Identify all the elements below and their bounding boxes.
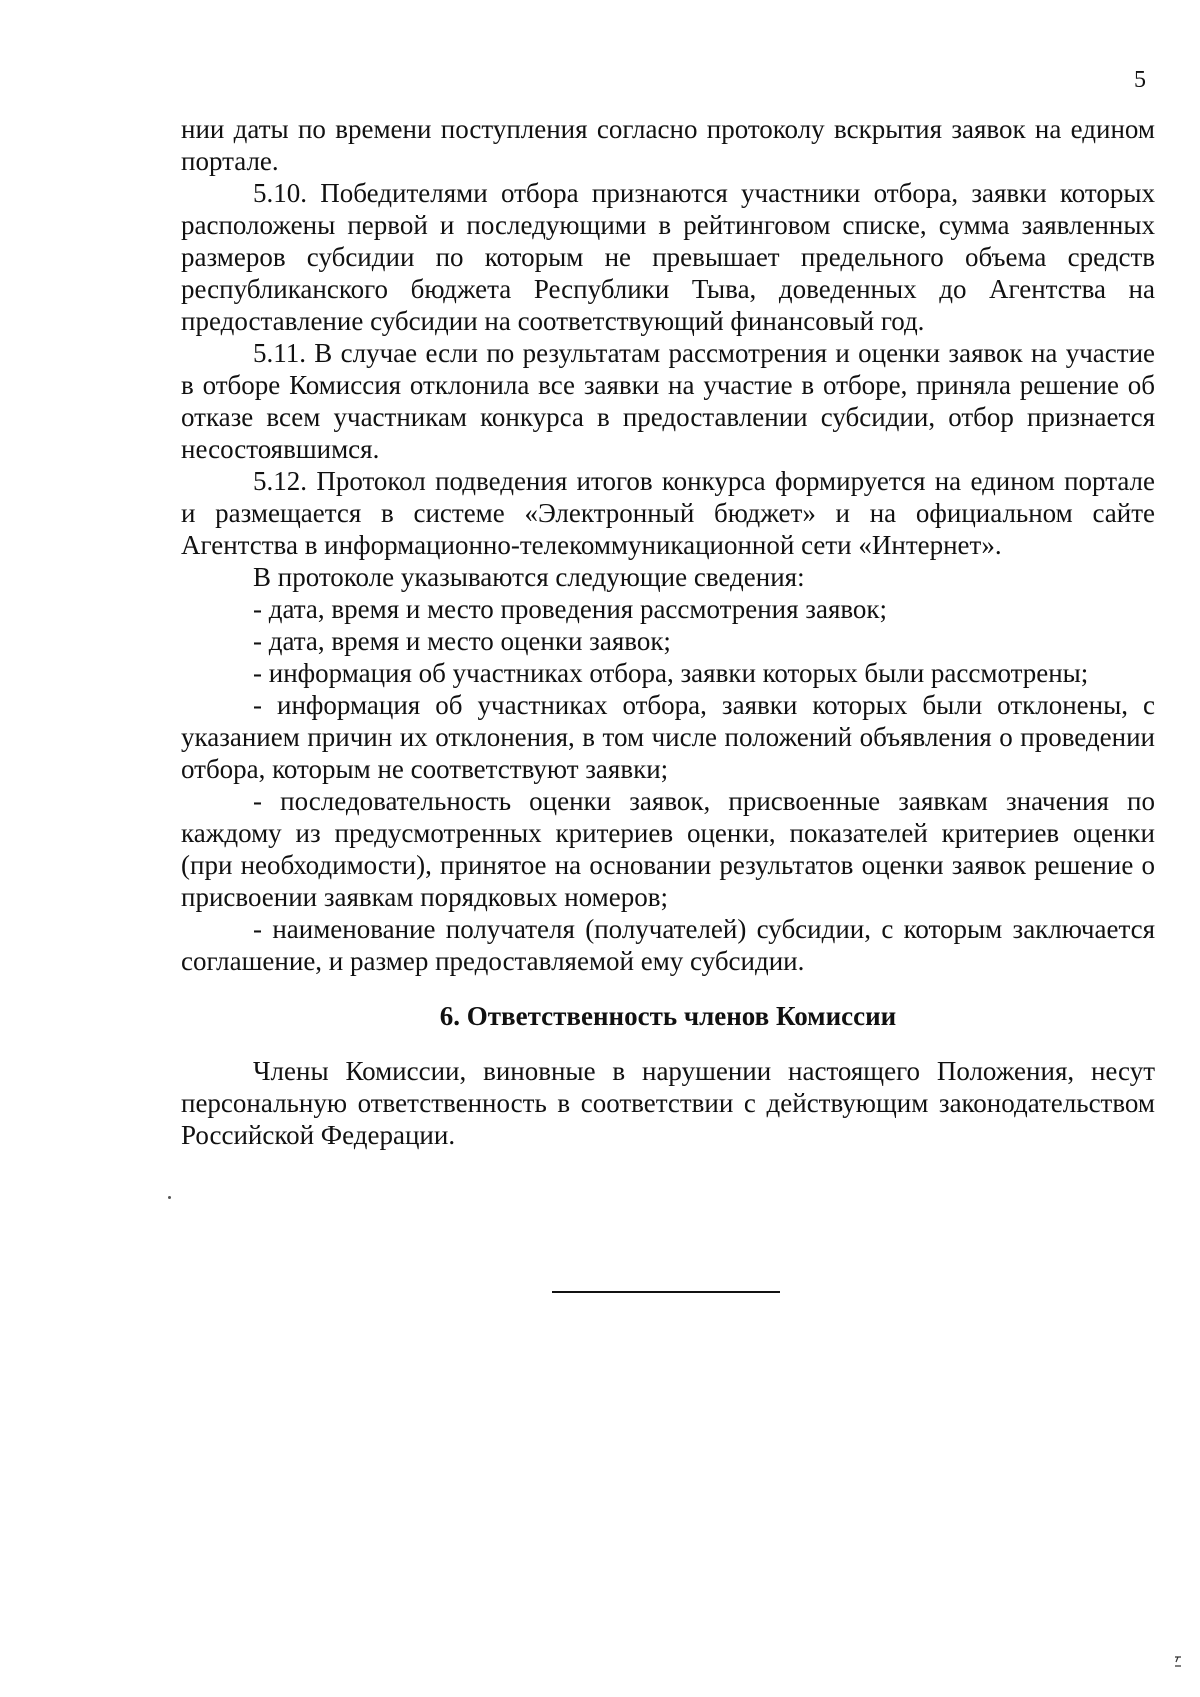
section-6-paragraph: Члены Комиссии, виновные в нарушении настоящего Положения, несут персональную ответственность в соответствии с действующим законодательством Российской Федерации. (181, 1056, 1155, 1150)
list-item: - информация об участниках отбора, заявки которых были рассмотрены; (253, 658, 1089, 688)
paragraph-5-12: 5.12. Протокол подведения итогов конкурса формируется на едином портале и размещается в системе «Электронный бюджет» и на официальном сайте Агентства в информационно-телекоммуникационной сети «Интернет». (181, 466, 1155, 560)
section-6-title: 6. Ответственность членов Комиссии (439, 1001, 897, 1031)
corner-scan-mark-icon (1174, 1655, 1183, 1669)
page-number: 5 (1134, 67, 1146, 93)
paragraph-5-11: 5.11. В случае если по результатам рассмотрения и оценки заявок на участие в отборе Комиссия отклонила все заявки на участие в отборе, приняла решение об отказе всем участникам конкурса в предоставлении субсидии, отбор признается несостоявшимся. (181, 338, 1155, 464)
document-body (181, 113, 1155, 1151)
end-divider-line (552, 1291, 780, 1293)
margin-dot (168, 1196, 171, 1199)
list-item: - наименование получателя (получателей) субсидии, с которым заключается соглашение, и размер предоставляемой ему субсидии. (181, 914, 1155, 976)
paragraph-protocol-intro: В протоколе указываются следующие сведения: (253, 562, 805, 592)
paragraph-5-10: 5.10. Победителями отбора признаются участники отбора, заявки которых расположены первой и последующими в рейтинговом списке, сумма заявленных размеров субсидии по которым не превышает предельного объема средств республиканского бюджета Республики Тыва, доведенных до Агентства на предоставление субсидии на соответствующий финансовый год. (181, 178, 1155, 336)
list-item: - дата, время и место проведения рассмотрения заявок; (253, 594, 888, 624)
list-item: - информация об участниках отбора, заявки которых были отклонены, с указанием причин их отклонения, в том числе положений объявления о проведении отбора, которым не соответствуют заявки; (181, 690, 1155, 784)
list-item: - дата, время и место оценки заявок; (253, 626, 671, 656)
paragraph-continuation: нии даты по времени поступления согласно протоколу вскрытия заявок на едином портале. (181, 114, 1155, 176)
list-item: - последовательность оценки заявок, присвоенные заявкам значения по каждому из предусмотренных критериев оценки, показателей критериев оценки (при необходимости), принятое на основании результатов оценки заявок решение о присвоении заявкам порядковых номеров; (181, 786, 1155, 912)
